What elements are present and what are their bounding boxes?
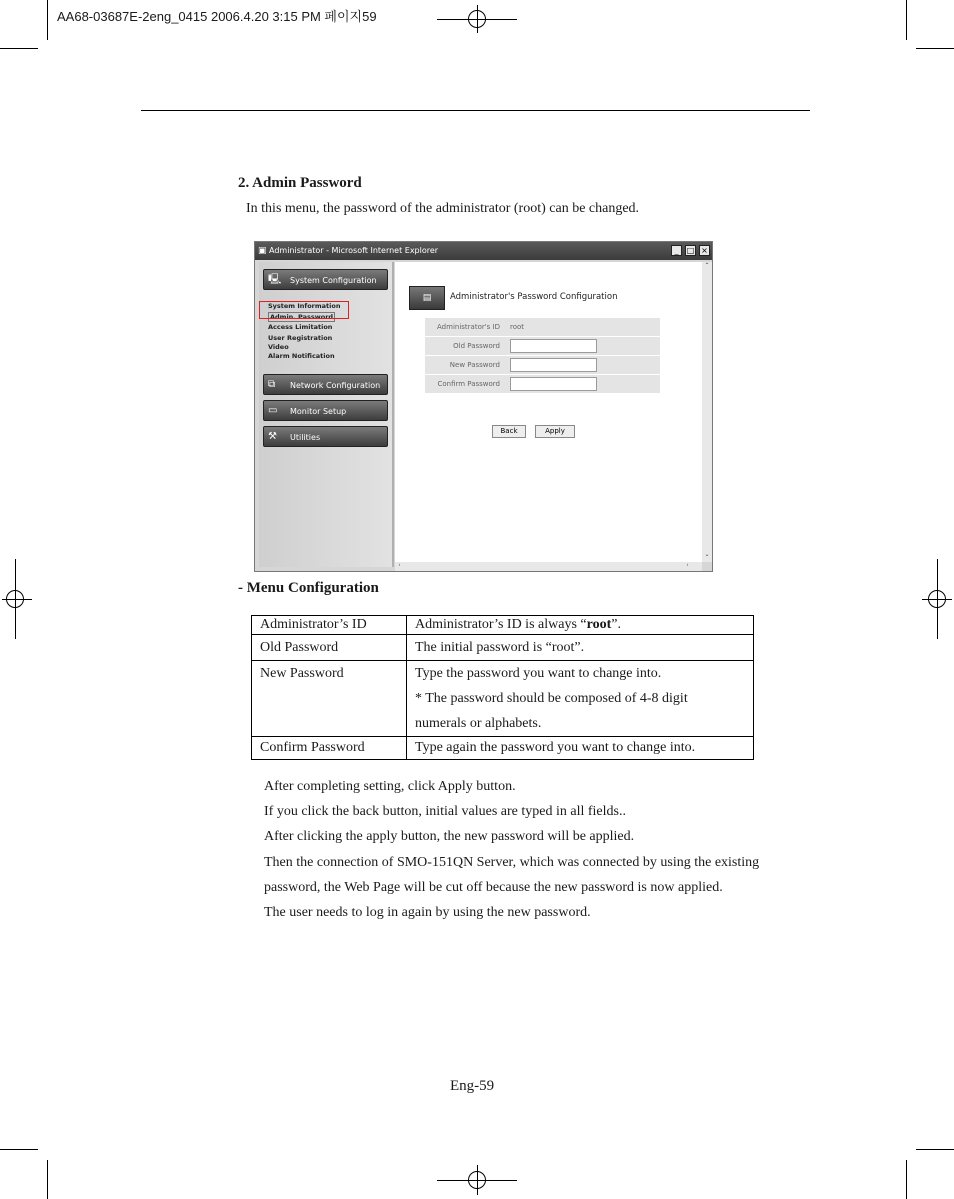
browser-screenshot bbox=[254, 241, 713, 572]
desc-line: numerals or alphabets. bbox=[415, 716, 542, 731]
menu-system-configuration[interactable] bbox=[263, 269, 388, 290]
menu-label: Monitor Setup bbox=[290, 407, 347, 416]
crop-mark bbox=[47, 0, 48, 40]
note-line: The user needs to log in again by using the new password. bbox=[264, 905, 591, 921]
menu-utilities[interactable] bbox=[263, 426, 388, 447]
computer-icon: 🖳 bbox=[268, 274, 282, 285]
crop-mark bbox=[906, 1160, 907, 1199]
confirm-password-label: Confirm Password bbox=[437, 380, 500, 388]
subitem-user-registration[interactable]: User Registration bbox=[268, 334, 333, 342]
highlight-box bbox=[259, 301, 349, 319]
minimize-icon[interactable]: _ bbox=[671, 245, 682, 256]
notes bbox=[264, 774, 759, 925]
monitor-icon: ▭ bbox=[268, 405, 278, 416]
note-line: If you click the back button, initial values are typed in all fields.. bbox=[264, 804, 626, 820]
crop-mark bbox=[916, 1149, 954, 1150]
desc-bold: root bbox=[586, 617, 612, 632]
menu-label: Network Configuration bbox=[290, 381, 381, 390]
apply-button[interactable]: Apply bbox=[535, 425, 575, 438]
table-cell-desc bbox=[407, 616, 754, 635]
page-number: Eng-59 bbox=[450, 1078, 495, 1094]
header-rule bbox=[141, 110, 810, 111]
note-line: After clicking the apply button, the new password will be applied. bbox=[264, 829, 635, 845]
note-line: After completing setting, click Apply button. bbox=[264, 779, 516, 794]
ie-icon: ▣ bbox=[258, 246, 267, 256]
desc-line: Type the password you want to change into. bbox=[415, 666, 662, 681]
print-header: AA68-03687E-2eng_0415 2006.4.20 3:15 PM 페이지59 bbox=[57, 9, 377, 24]
scroll-down-icon[interactable]: ⌄ bbox=[704, 552, 710, 558]
new-password-field[interactable] bbox=[510, 358, 597, 372]
table-row bbox=[252, 616, 754, 635]
row-confirm-password bbox=[425, 375, 660, 393]
intro-text: In this menu, the password of the administrator (root) can be changed. bbox=[246, 201, 640, 216]
menu-config-title: - Menu Configuration bbox=[238, 580, 379, 596]
scroll-right-icon[interactable]: › bbox=[686, 562, 689, 568]
crop-mark bbox=[0, 1149, 38, 1150]
desc-prefix: Administrator’s ID is always “ bbox=[415, 617, 587, 632]
panel-title: Administrator's Password Configuration bbox=[450, 292, 618, 302]
close-icon[interactable]: × bbox=[699, 245, 710, 256]
subitem-admin-password[interactable]: Admin. Password bbox=[270, 313, 334, 321]
crop-mark bbox=[0, 48, 38, 49]
panel-header-icon: ▤ bbox=[409, 286, 445, 310]
subitem-video[interactable]: Video bbox=[268, 343, 289, 351]
subitem-system-information[interactable]: System Information bbox=[268, 302, 341, 310]
table-cell-name: Confirm Password bbox=[252, 737, 407, 760]
menu-network-configuration[interactable] bbox=[263, 374, 388, 395]
row-new-password bbox=[425, 356, 660, 374]
crop-mark bbox=[916, 48, 954, 49]
desc-line: * The password should be composed of 4-8 digit bbox=[415, 691, 688, 706]
old-password-field[interactable] bbox=[510, 339, 597, 353]
wrench-icon: ⚒ bbox=[268, 431, 277, 442]
crop-mark bbox=[906, 0, 907, 40]
new-password-label: New Password bbox=[449, 361, 500, 369]
note-line: Then the connection of SMO-151QN Server, which was connected by using the existing bbox=[264, 854, 760, 870]
back-button[interactable]: Back bbox=[492, 425, 526, 438]
section-title: 2. Admin Password bbox=[238, 175, 362, 191]
note-line: password, the Web Page will be cut off because the new password is now applied. bbox=[264, 879, 723, 895]
crop-mark bbox=[47, 1160, 48, 1199]
menu-config-table bbox=[251, 615, 754, 760]
subitem-access-limitation[interactable]: Access Limitation bbox=[268, 323, 333, 331]
desc-suffix: ”. bbox=[611, 617, 621, 632]
table-row bbox=[252, 737, 754, 760]
menu-label: Utilities bbox=[290, 433, 321, 442]
scroll-up-icon[interactable]: ⌃ bbox=[704, 263, 710, 269]
confirm-password-field[interactable] bbox=[510, 377, 597, 391]
window-titlebar bbox=[255, 242, 712, 260]
vertical-scrollbar[interactable] bbox=[702, 262, 712, 562]
menu-monitor-setup[interactable] bbox=[263, 400, 388, 421]
table-row bbox=[252, 635, 754, 661]
table-cell-name: Old Password bbox=[252, 635, 407, 661]
old-password-label: Old Password bbox=[453, 342, 500, 350]
table-cell-name: New Password bbox=[252, 661, 407, 737]
table-cell-desc bbox=[407, 661, 754, 737]
sidebar bbox=[259, 262, 394, 567]
row-old-password bbox=[425, 337, 660, 355]
content-pane bbox=[395, 262, 702, 562]
admin-id-value: root bbox=[510, 323, 525, 331]
row-admin-id bbox=[425, 318, 660, 336]
table-cell-desc: Type again the password you want to change into. bbox=[407, 737, 754, 760]
maximize-icon[interactable]: □ bbox=[686, 246, 695, 255]
window-title: Administrator - Microsoft Internet Explorer bbox=[269, 246, 439, 255]
scroll-left-icon[interactable]: ‹ bbox=[398, 562, 401, 568]
subitem-alarm-notification[interactable]: Alarm Notification bbox=[268, 352, 335, 360]
horizontal-scrollbar[interactable] bbox=[395, 562, 702, 571]
table-row bbox=[252, 661, 754, 737]
menu-label: System Configuration bbox=[290, 276, 377, 285]
table-cell-desc: The initial password is “root”. bbox=[407, 635, 754, 661]
network-icon: ⧉ bbox=[268, 379, 276, 390]
admin-id-label: Administrator's ID bbox=[437, 323, 500, 331]
table-cell-name: Administrator’s ID bbox=[252, 616, 407, 635]
